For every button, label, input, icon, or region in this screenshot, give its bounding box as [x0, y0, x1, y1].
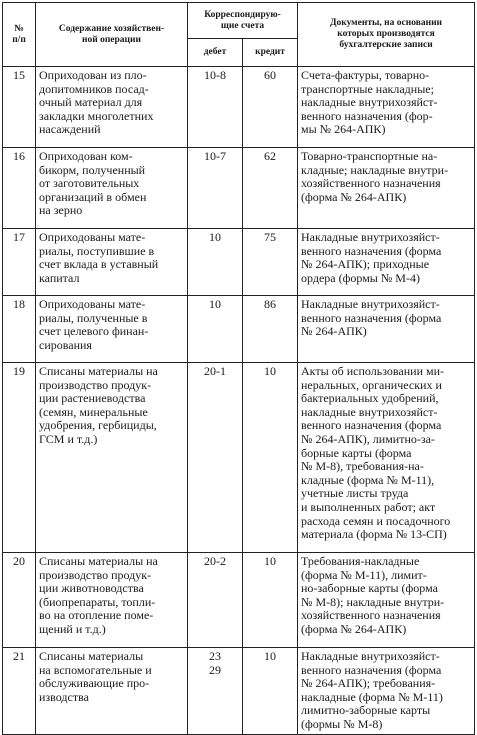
documents-line: (форма № 264-АПК)	[301, 621, 407, 636]
operation-line: ГСМ и т.д.)	[39, 431, 98, 446]
operation-line: Списаны материалы	[39, 649, 144, 663]
debit-cell	[188, 229, 243, 296]
operation-line: риалы, поступившие в	[39, 243, 155, 258]
documents-line: венного назначения (форма	[301, 310, 442, 325]
header-num-line: №	[14, 23, 24, 34]
operation-line: Оприходован ком-	[39, 149, 133, 163]
credit-account: 62	[264, 149, 276, 163]
documents-line: борные карты (форма	[301, 445, 412, 460]
header-num	[3, 3, 36, 67]
documents-line: мы № 264-АПК)	[301, 122, 386, 137]
debit-account: 29	[209, 662, 221, 677]
operation-line: обслуживающие про-	[39, 676, 150, 691]
row-number: 18	[3, 296, 36, 363]
row-number: 20	[3, 553, 36, 648]
operation-line: сирования	[39, 337, 92, 352]
documents-line: расхода семян и посадочного	[301, 513, 451, 528]
documents-line: № 264-АПК)	[301, 324, 367, 339]
debit-cell	[188, 553, 243, 648]
debit-account: 10	[209, 297, 221, 311]
operation-cell	[36, 229, 188, 296]
debit-cell	[188, 67, 243, 148]
documents-line: хозяйственного назначения	[301, 608, 441, 623]
debit-account: 10-8	[204, 68, 226, 82]
operation-line: изводства	[39, 689, 89, 704]
header-operation-line: ной операции	[82, 34, 141, 45]
documents-line: Требования-накладные	[301, 554, 420, 568]
header-documents-line: Документы, на основании	[329, 18, 443, 28]
operation-line: от заготовительных	[39, 176, 140, 191]
operation-line: на зерно	[39, 203, 83, 218]
credit-cell	[243, 148, 298, 229]
documents-line: Накладные внутрихозяйст-	[301, 649, 440, 663]
table-row	[3, 148, 475, 229]
debit-account: 20-2	[204, 554, 226, 568]
credit-account: 86	[264, 297, 276, 311]
row-number: 15	[3, 67, 36, 148]
header-num-line: п/п	[12, 34, 26, 45]
debit-cell	[188, 648, 243, 735]
operation-line: очный материал для	[39, 95, 143, 110]
header-credit: кредит	[243, 39, 298, 67]
debit-account: 20-1	[204, 364, 226, 378]
credit-cell	[243, 67, 298, 148]
documents-line: неральных, органических и	[301, 377, 442, 392]
operation-line: производство продук-	[39, 567, 152, 582]
documents-line: № М-8), требования-на-	[301, 459, 424, 474]
operation-line: щений и т.д.)	[39, 621, 106, 636]
documents-line: кладные (форма № М-11),	[301, 472, 435, 487]
operation-line: Оприходованы мате-	[39, 297, 146, 311]
operation-line: закладки многолетних	[39, 108, 154, 123]
header-accounts-line: Корреспондирую-	[204, 9, 281, 20]
documents-line: бактериальных удобрений,	[301, 391, 439, 406]
documents-line: № М-8); накладные внутри-	[301, 594, 445, 609]
operation-cell	[36, 148, 188, 229]
debit-cell	[188, 148, 243, 229]
documents-line: Акты об использовании ми-	[301, 364, 445, 378]
header-debit: дебет	[188, 39, 243, 67]
operation-line: Оприходованы мате-	[39, 230, 146, 244]
operation-line: Оприходован из пло-	[39, 68, 147, 82]
documents-line: накладные (форма № М-11)	[301, 689, 443, 704]
documents-cell	[298, 148, 475, 229]
documents-line: хозяйственного назначения	[301, 176, 441, 191]
operation-line: капитал	[39, 270, 80, 285]
operation-cell	[36, 648, 188, 735]
table-row	[3, 363, 475, 553]
operation-line: счет вклада в уставный	[39, 257, 159, 272]
documents-line: (формы № М-8)	[301, 716, 383, 731]
documents-line: и выполненных работ; акт	[301, 499, 436, 514]
operation-line: допитомников посад-	[39, 81, 149, 96]
debit-account: 10	[209, 230, 221, 244]
row-number: 17	[3, 229, 36, 296]
operation-cell	[36, 67, 188, 148]
operation-line: риалы, полученные в	[39, 310, 148, 325]
operation-line: организаций в обмен	[39, 189, 147, 204]
operation-cell	[36, 296, 188, 363]
documents-line: накладные внутрихозяйст-	[301, 95, 438, 110]
operation-line: во на отопление поме-	[39, 608, 154, 623]
table-row	[3, 67, 475, 148]
row-number: 16	[3, 148, 36, 229]
operation-line: удобрения, гербициды,	[39, 418, 157, 433]
documents-line: Товарно-транспортные на-	[301, 149, 438, 163]
operation-line: производство продук-	[39, 377, 152, 392]
credit-cell	[243, 296, 298, 363]
documents-cell	[298, 553, 475, 648]
documents-line: ордера (формы № М-4)	[301, 270, 420, 285]
header-accounts-line: щие счета	[220, 20, 265, 31]
header-accounts	[188, 3, 298, 39]
row-number: 21	[3, 648, 36, 735]
header-documents-line: бухгалтерские записи	[339, 40, 433, 50]
documents-line: венного назначения (фор-	[301, 108, 433, 123]
debit-account: 10-7	[204, 149, 226, 163]
documents-cell	[298, 296, 475, 363]
operation-line: (биопрепараты, топли-	[39, 594, 156, 609]
operation-line: на вспомогательные и	[39, 662, 152, 677]
documents-line: транспортные накладные;	[301, 81, 434, 96]
documents-line: накладные внутрихозяйст-	[301, 404, 438, 419]
documents-line: (форма № М-11), лимит-	[301, 567, 427, 582]
documents-cell	[298, 67, 475, 148]
documents-line: № 264-АПК); требования-	[301, 676, 436, 691]
documents-line: № 264-АПК); приходные	[301, 257, 430, 272]
ledger-table	[2, 2, 475, 735]
operation-line: насаждений	[39, 122, 101, 137]
credit-account: 10	[264, 554, 276, 568]
documents-line: венного назначения (форма	[301, 243, 442, 258]
operation-cell	[36, 363, 188, 553]
documents-cell	[298, 363, 475, 553]
credit-cell	[243, 648, 298, 735]
documents-line: № 264-АПК), лимитно-за-	[301, 431, 435, 446]
operation-cell	[36, 553, 188, 648]
row-number: 19	[3, 363, 36, 553]
credit-cell	[243, 229, 298, 296]
table-row	[3, 229, 475, 296]
operation-line: (семян, минеральные	[39, 404, 148, 419]
operation-line: ции животноводства	[39, 581, 144, 596]
documents-line: венного назначения (форма	[301, 662, 442, 677]
debit-cell	[188, 296, 243, 363]
operation-line: бикорм, полученный	[39, 162, 146, 177]
operation-line: ции растениеводства	[39, 391, 146, 406]
operation-line: Списаны материалы на	[39, 364, 158, 378]
documents-line: учетные листы труда	[301, 486, 409, 501]
documents-line: но-заборные карты (форма	[301, 581, 438, 596]
documents-line: кладные; накладные внутри-	[301, 162, 449, 177]
debit-cell	[188, 363, 243, 553]
header-operation-line: Содержание хозяйствен-	[58, 23, 165, 34]
credit-account: 60	[264, 68, 276, 82]
table-row	[3, 648, 475, 735]
operation-line: Списаны материалы на	[39, 554, 158, 568]
table-header	[3, 3, 475, 67]
documents-line: лимитно-заборные карты	[301, 703, 431, 718]
documents-cell	[298, 648, 475, 735]
credit-account: 10	[264, 364, 276, 378]
credit-account: 10	[264, 649, 276, 663]
operation-line: счет целевого финан-	[39, 324, 149, 339]
table-row	[3, 553, 475, 648]
header-documents-line: которых производятся	[337, 29, 435, 39]
header-documents	[298, 3, 475, 67]
credit-cell	[243, 363, 298, 553]
documents-line: венного назначения (форма	[301, 418, 442, 433]
table-body	[3, 67, 475, 735]
table-row	[3, 296, 475, 363]
debit-account: 23	[209, 649, 221, 663]
documents-line: Накладные внутрихозяйст-	[301, 297, 440, 311]
documents-line: Накладные внутрихозяйст-	[301, 230, 440, 244]
documents-line: (форма № 264-АПК)	[301, 189, 407, 204]
header-operation	[36, 3, 188, 67]
credit-cell	[243, 553, 298, 648]
documents-line: Счета-фактуры, товарно-	[301, 68, 430, 82]
documents-cell	[298, 229, 475, 296]
documents-line: материала (форма № 13-СП)	[301, 527, 447, 542]
credit-account: 75	[264, 230, 276, 244]
